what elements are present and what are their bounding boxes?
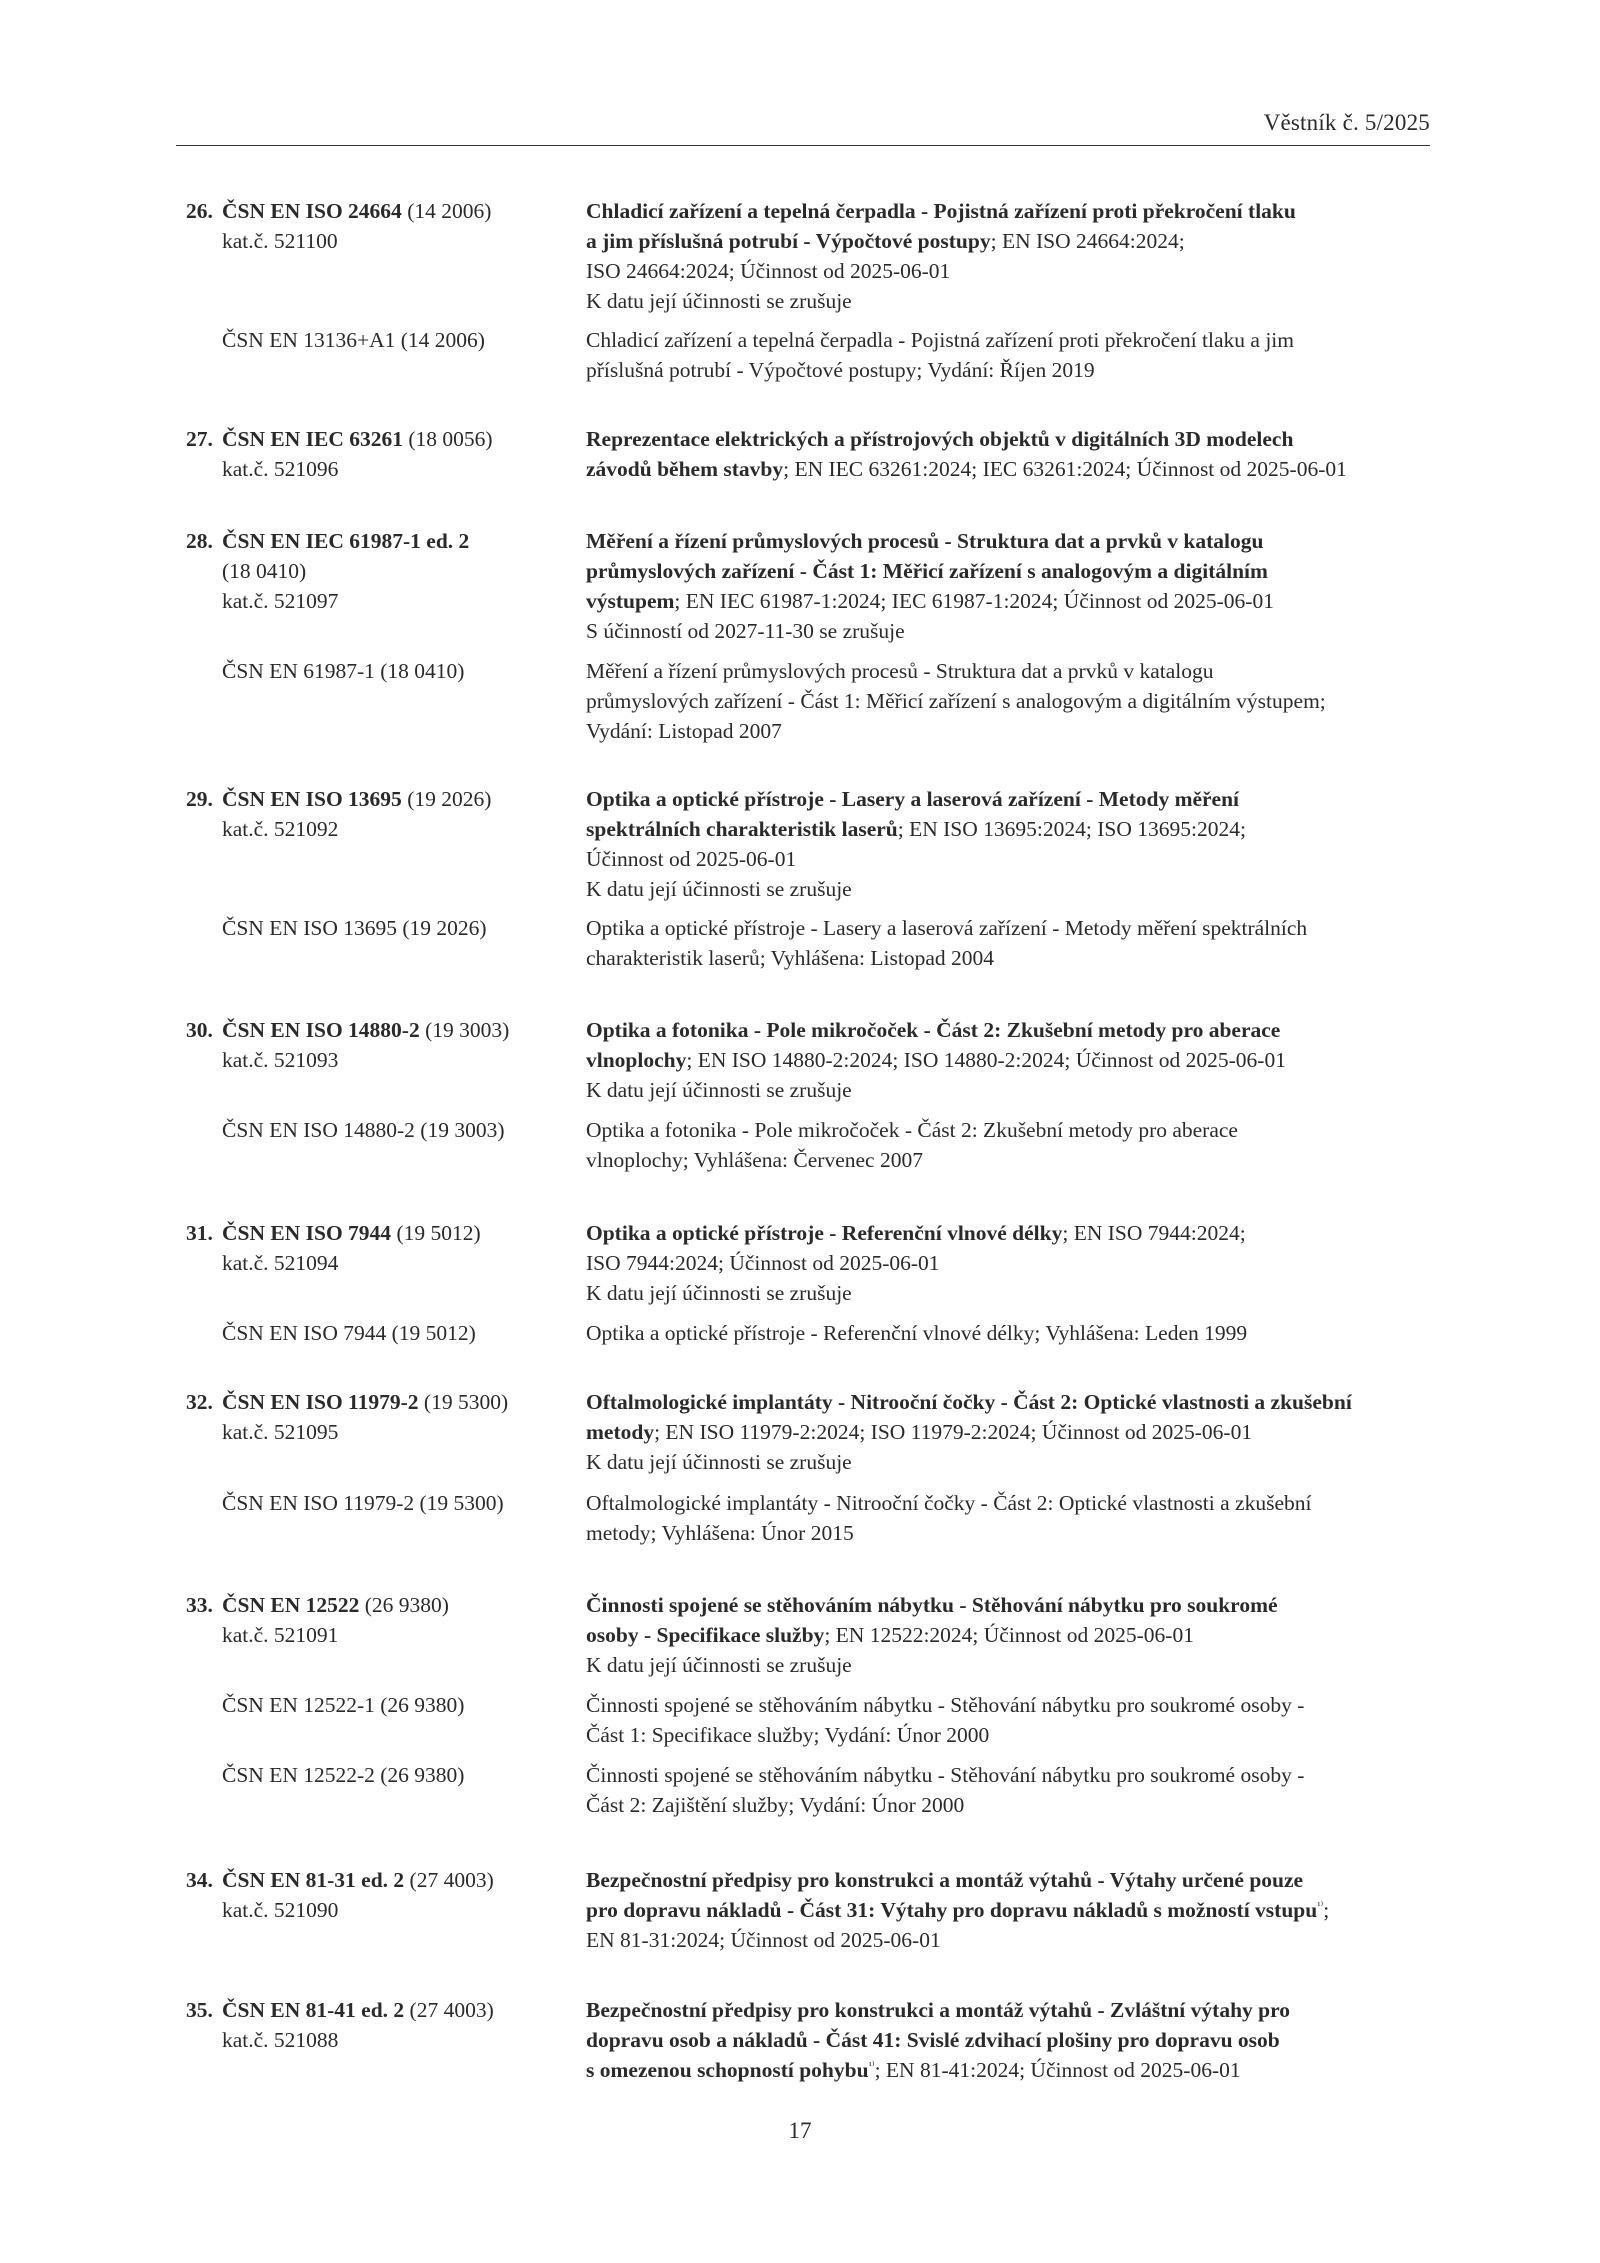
footnote-marker: ¹⁾ [868, 2059, 875, 2072]
designation-line [186, 424, 566, 454]
reference-line: K datu její účinnosti se zrušuje [586, 289, 852, 313]
replaced-code-block [186, 1760, 566, 1790]
catalog-number: kat.č. 521093 [222, 1048, 339, 1072]
reference-line: K datu její účinnosti se zrušuje [586, 1281, 852, 1305]
title-line [586, 2025, 1431, 2055]
title-line [586, 1620, 1431, 1650]
replaced-line: charakteristik laserů; Vyhlášena: Listopad 2004 [586, 946, 994, 970]
replaced-line: Vydání: Listopad 2007 [586, 719, 782, 743]
standard-description [586, 1590, 1431, 1680]
replaced-line: příslušná potrubí - Výpočtové postupy; Vydání: Říjen 2019 [586, 358, 1095, 382]
standard-description [586, 196, 1431, 316]
designation-line [186, 1015, 566, 1045]
replaced-code-block [186, 1318, 566, 1348]
replaced-code-block [186, 656, 566, 686]
classification-number: (19 2026) [407, 787, 492, 811]
standard-code: ČSN EN 12522 [222, 1593, 360, 1617]
replaced-description [586, 656, 1431, 746]
standard-code: ČSN EN ISO 14880-2 [222, 1018, 420, 1042]
standard-designation [186, 1387, 566, 1447]
catalog-number: kat.č. 521095 [222, 1420, 339, 1444]
standard-title: Reprezentace elektrických a přístrojových objektů v digitálních 3D modelech [586, 427, 1294, 451]
replaced-description [586, 1115, 1431, 1175]
standard-description [586, 1015, 1431, 1105]
replaced-code-block [186, 1488, 566, 1518]
replaced-code: ČSN EN ISO 7944 (19 5012) [222, 1321, 476, 1345]
standard-reference: ; [1323, 1898, 1330, 1922]
entry-number: 31. [186, 1221, 213, 1245]
replaced-line: vlnoplochy; Vyhlášena: Červenec 2007 [586, 1148, 923, 1172]
standard-reference: ; EN ISO 7944:2024; [1062, 1221, 1246, 1245]
classification-number: (18 0410) [222, 559, 307, 583]
replaced-line: Činnosti spojené se stěhováním nábytku - Stěhování nábytku pro soukromé osoby - [586, 1693, 1305, 1717]
catalog-number: kat.č. 521090 [222, 1898, 339, 1922]
standard-title: vlnoplochy [586, 1048, 687, 1072]
standard-code: ČSN EN IEC 61987-1 ed. 2 [222, 529, 470, 553]
standard-description [586, 1865, 1431, 1955]
replaced-description [586, 325, 1431, 385]
standard-designation [186, 1015, 566, 1075]
title-line [586, 1865, 1431, 1895]
replaced-code: ČSN EN ISO 11979-2 (19 5300) [222, 1491, 504, 1515]
replaced-description [586, 1488, 1431, 1548]
title-line [586, 1590, 1431, 1620]
standard-title: Chladicí zařízení a tepelná čerpadla - Pojistná zařízení proti překročení tlaku [586, 199, 1296, 223]
reference-line: K datu její účinnosti se zrušuje [586, 1653, 852, 1677]
replaced-code: ČSN EN 61987-1 (18 0410) [222, 659, 465, 683]
entry-number: 26. [186, 199, 213, 223]
replaced-code: ČSN EN 13136+A1 (14 2006) [222, 328, 485, 352]
title-line [586, 1417, 1431, 1447]
entry-number: 30. [186, 1018, 213, 1042]
title-line [586, 586, 1431, 616]
catalog-number: kat.č. 521092 [222, 817, 339, 841]
standard-title: Optika a fotonika - Pole mikročoček - Část 2: Zkušební metody pro aberace [586, 1018, 1281, 1042]
title-line [586, 526, 1431, 556]
standard-designation [186, 1590, 566, 1650]
title-line [586, 196, 1431, 226]
standard-title: Bezpečnostní předpisy pro konstrukci a montáž výtahů - Výtahy určené pouze [586, 1868, 1304, 1892]
standard-code: ČSN EN ISO 11979-2 [222, 1390, 419, 1414]
footnote-marker: ¹⁾ [1317, 1899, 1324, 1912]
replaced-description [586, 913, 1431, 973]
title-line [586, 226, 1431, 256]
standard-designation [186, 1995, 566, 2055]
entry-number: 27. [186, 427, 213, 451]
standard-reference: ; EN ISO 14880-2:2024; ISO 14880-2:2024; Účinnost od 2025-06-01 [686, 1048, 1286, 1072]
standard-title: osoby - Specifikace služby [586, 1623, 825, 1647]
classification-number: (19 5300) [423, 1390, 509, 1414]
classification-number: (19 5012) [396, 1221, 481, 1245]
standard-designation [186, 526, 566, 616]
entry-number: 32. [186, 1390, 213, 1414]
standard-description [586, 784, 1431, 904]
standard-reference: ; EN IEC 61987-1:2024; IEC 61987-1:2024; Účinnost od 2025-06-01 [674, 589, 1274, 613]
standard-designation [186, 424, 566, 484]
designation-line [186, 1387, 566, 1417]
standard-title: pro dopravu nákladů - Část 31: Výtahy pro dopravu nákladů s možností vstupu [586, 1898, 1318, 1922]
designation-line [186, 196, 566, 226]
replaced-code-block [186, 1690, 566, 1720]
replaced-description [586, 1318, 1431, 1348]
replaced-code: ČSN EN 12522-2 (26 9380) [222, 1763, 465, 1787]
title-line [586, 1995, 1431, 2025]
entry-number: 34. [186, 1868, 213, 1892]
standard-code: ČSN EN ISO 7944 [222, 1221, 392, 1245]
standard-title: Činnosti spojené se stěhováním nábytku - Stěhování nábytku pro soukromé [586, 1593, 1278, 1617]
standard-title: a jim příslušná potrubí - Výpočtové postupy [586, 229, 991, 253]
replaced-line: Optika a fotonika - Pole mikročoček - Část 2: Zkušební metody pro aberace [586, 1118, 1238, 1142]
standard-title: Optika a optické přístroje - Lasery a laserová zařízení - Metody měření [586, 787, 1240, 811]
standard-title: spektrálních charakteristik laserů [586, 817, 898, 841]
replaced-code: ČSN EN 12522-1 (26 9380) [222, 1693, 465, 1717]
designation-line [186, 784, 566, 814]
replaced-code: ČSN EN ISO 13695 (19 2026) [222, 916, 487, 940]
page-number: 17 [788, 2118, 812, 2143]
reference-line: EN 81-31:2024; Účinnost od 2025-06-01 [586, 1928, 941, 1952]
standard-title: Optika a optické přístroje - Referenční vlnové délky [586, 1221, 1063, 1245]
title-line [586, 1895, 1431, 1925]
replaced-line: Optika a optické přístroje - Lasery a laserová zařízení - Metody měření spektrálních [586, 916, 1308, 940]
designation-line [186, 1995, 566, 2025]
title-line [586, 784, 1431, 814]
standard-designation [186, 196, 566, 256]
standard-reference: ; EN ISO 11979-2:2024; ISO 11979-2:2024; Účinnost od 2025-06-01 [654, 1420, 1253, 1444]
standard-title: Bezpečnostní předpisy pro konstrukci a montáž výtahů - Zvláštní výtahy pro [586, 1998, 1291, 2022]
standard-code: ČSN EN ISO 13695 [222, 787, 402, 811]
entry-number: 29. [186, 787, 213, 811]
reference-line: ISO 7944:2024; Účinnost od 2025-06-01 [586, 1251, 940, 1275]
standard-designation [186, 1218, 566, 1278]
classification-number: (19 3003) [425, 1018, 510, 1042]
standard-description [586, 526, 1431, 646]
standard-title: závodů během stavby [586, 457, 784, 481]
standard-reference: ; EN IEC 63261:2024; IEC 63261:2024; Účinnost od 2025-06-01 [783, 457, 1347, 481]
standard-description [586, 1995, 1431, 2085]
standard-title: metody [586, 1420, 655, 1444]
catalog-number: kat.č. 521100 [222, 229, 338, 253]
replaced-code-block [186, 1115, 566, 1145]
reference-line: K datu její účinnosti se zrušuje [586, 1450, 852, 1474]
classification-number: (27 4003) [409, 1998, 494, 2022]
catalog-number: kat.č. 521091 [222, 1623, 339, 1647]
replaced-line: Činnosti spojené se stěhováním nábytku - Stěhování nábytku pro soukromé osoby - [586, 1763, 1305, 1787]
classification-number: (26 9380) [364, 1593, 449, 1617]
standard-code: ČSN EN IEC 63261 [222, 427, 403, 451]
designation-line [186, 1865, 566, 1895]
reference-line: ISO 24664:2024; Účinnost od 2025-06-01 [586, 259, 951, 283]
replaced-code-block [186, 325, 566, 355]
replaced-code: ČSN EN ISO 14880-2 (19 3003) [222, 1118, 505, 1142]
standard-description [586, 424, 1431, 484]
replaced-line: metody; Vyhlášena: Únor 2015 [586, 1521, 854, 1545]
standard-title: výstupem [586, 589, 675, 613]
catalog-number: kat.č. 521094 [222, 1251, 339, 1275]
standard-code: ČSN EN 81-41 ed. 2 [222, 1998, 405, 2022]
catalog-number: kat.č. 521088 [222, 2028, 339, 2052]
title-line [586, 1218, 1431, 1248]
entry-number: 28. [186, 529, 213, 553]
title-line [586, 556, 1431, 586]
replaced-description [586, 1760, 1431, 1820]
reference-line: Účinnost od 2025-06-01 [586, 847, 797, 871]
classification-number: (18 0056) [408, 427, 493, 451]
title-line [586, 454, 1431, 484]
entry-number: 33. [186, 1593, 213, 1617]
standard-title: Oftalmologické implantáty - Nitrooční čočky - Část 2: Optické vlastnosti a zkušební [586, 1390, 1352, 1414]
replaced-description [586, 1690, 1431, 1750]
standard-reference: ; EN ISO 24664:2024; [990, 229, 1185, 253]
classification-number: (27 4003) [409, 1868, 494, 1892]
reference-line: K datu její účinnosti se zrušuje [586, 1078, 852, 1102]
designation-line [186, 1218, 566, 1248]
replaced-code-block [186, 913, 566, 943]
reference-line: K datu její účinnosti se zrušuje [586, 877, 852, 901]
classification-number: (14 2006) [407, 199, 492, 223]
standard-designation [186, 784, 566, 844]
replaced-line: Část 2: Zajištění služby; Vydání: Únor 2000 [586, 1793, 965, 1817]
standard-code: ČSN EN 81-31 ed. 2 [222, 1868, 405, 1892]
designation-line [186, 526, 566, 556]
replaced-line: Optika a optické přístroje - Referenční vlnové délky; Vyhlášena: Leden 1999 [586, 1321, 1248, 1345]
replaced-line: Chladicí zařízení a tepelná čerpadla - Pojistná zařízení proti překročení tlaku a jim [586, 328, 1294, 352]
replaced-line: průmyslových zařízení - Část 1: Měřicí zařízení s analogovým a digitálním výstupem; [586, 689, 1326, 713]
standard-title: s omezenou schopností pohybu [586, 2058, 869, 2082]
replaced-line: Oftalmologické implantáty - Nitrooční čočky - Část 2: Optické vlastnosti a zkušební [586, 1491, 1312, 1515]
title-line [586, 1387, 1431, 1417]
standard-description [586, 1218, 1431, 1308]
title-line [586, 1045, 1431, 1075]
standard-reference: ; EN 12522:2024; Účinnost od 2025-06-01 [824, 1623, 1194, 1647]
standard-reference: ; EN 81-41:2024; Účinnost od 2025-06-01 [874, 2058, 1241, 2082]
title-line [586, 1015, 1431, 1045]
standard-code: ČSN EN ISO 24664 [222, 199, 402, 223]
standard-title: Měření a řízení průmyslových procesů - Struktura dat a prvků v katalogu [586, 529, 1264, 553]
standard-title: průmyslových zařízení - Část 1: Měřicí zařízení s analogovým a digitálním [586, 559, 1268, 583]
catalog-number: kat.č. 521097 [222, 589, 339, 613]
designation-line [186, 1590, 566, 1620]
standard-title: dopravu osob a nákladů - Část 41: Svislé zdvihací plošiny pro dopravu osob [586, 2028, 1280, 2052]
reference-line: S účinností od 2027-11-30 se zrušuje [586, 619, 905, 643]
standard-reference: ; EN ISO 13695:2024; ISO 13695:2024; [897, 817, 1246, 841]
title-line [586, 2055, 1431, 2085]
title-line [586, 424, 1431, 454]
catalog-number: kat.č. 521096 [222, 457, 339, 481]
entry-number: 35. [186, 1998, 213, 2022]
page-header: Věstník č. 5/2025 [1263, 110, 1430, 135]
standard-designation [186, 1865, 566, 1925]
standard-description [586, 1387, 1431, 1477]
replaced-line: Část 1: Specifikace služby; Vydání: Únor 2000 [586, 1723, 990, 1747]
replaced-line: Měření a řízení průmyslových procesů - Struktura dat a prvků v katalogu [586, 659, 1214, 683]
title-line [586, 814, 1431, 844]
